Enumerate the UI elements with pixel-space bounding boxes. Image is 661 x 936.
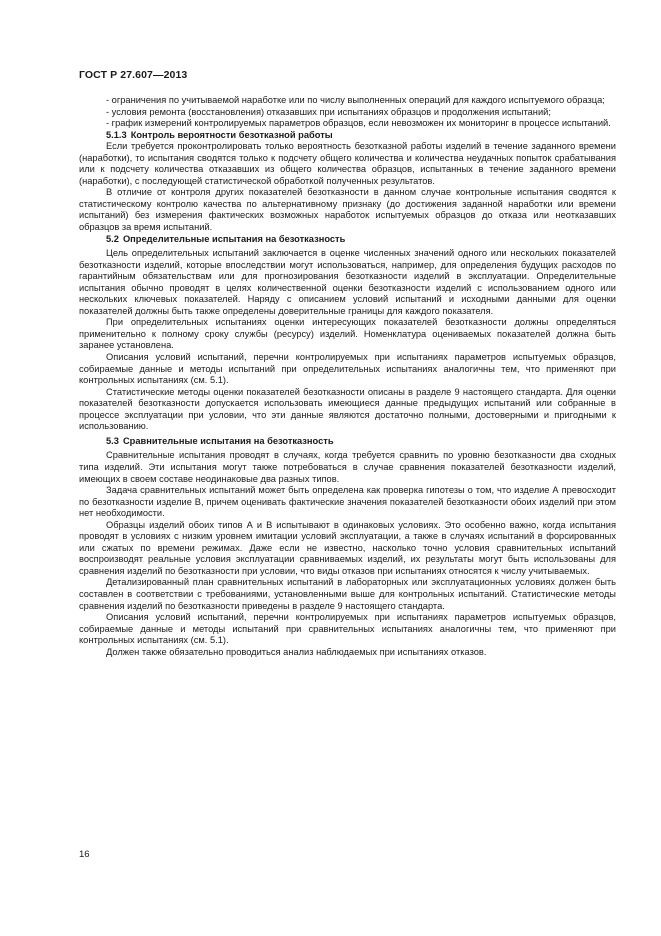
page-number: 16 <box>79 849 90 860</box>
paragraph: Описания условий испытаний, перечни контролируемых при испытаниях параметров испытуемых образцов, собираемые данные и методы испытаний при сравнительных испытаниях аналогичны тем, что применяют при контрольных испытаниях (см. 5.1). <box>79 612 616 646</box>
paragraph: Задача сравнительных испытаний может быть определена как проверка гипотезы о том, что изделие А превосходит по безотказности изделие В, причем оценивать фактические значения показателей безотказности обоих изделий при этом нет необходимости. <box>79 485 616 519</box>
section-number: 5.1.3 <box>106 129 127 140</box>
document-body <box>79 95 616 658</box>
paragraph: Образцы изделий обоих типов А и В испытывают в одинаковых условиях. Это особенно важно, когда испытания проводят в условиях с низким уровнем имитации условий эксплуатации, а также в случаях испытаний в форсированных или сжатых по времени режимах. Даже если не известно, насколько точно условия сравнительных испытаний воспроизводят реальные условия эксплуатации сравниваемых изделий, их результаты могут быть использованы для сравнения изделий по безотказности при условии, что виды отказов при испытаниях относятся к числу учитываемых. <box>79 519 616 576</box>
section-number: 5.3 <box>106 435 119 446</box>
section-heading-5-2 <box>79 234 616 246</box>
paragraph: Детализированный план сравнительных испытаний в лабораторных или эксплуатационных условиях должен быть составлен в соответствии с требованиями, установленными выше для контрольных испытаний. Статистические методы сравнения изделий по безотказности приведены в разделе 9 настоящего стандарта. <box>79 577 616 611</box>
paragraph: В отличие от контроля других показателей безотказности в данном случае контрольные испытания сводятся к статистическому контролю качества по альтернативному признаку (до достижения заданной наработки или времени испытаний) без измерения фактических возможных наработок испытуемых образцов до отказа или неотказавших образцов за время испытаний. <box>79 187 616 233</box>
section-title: Сравнительные испытания на безотказность <box>122 435 334 446</box>
paragraph: При определительных испытаниях оценки интересующих показателей безотказности должны определяться применительно к полному сроку службы (ресурсу) изделий. Номенклатура оцениваемых показателей должна быть заранее установлена. <box>79 317 616 351</box>
list-item: - ограничения по учитываемой наработке или по числу выполненных операций для каждого испытуемого образца; <box>106 95 605 105</box>
paragraph: Описания условий испытаний, перечни контролируемых при испытаниях параметров испытуемых образцов, собираемые данные и методы испытаний при определительных испытаниях аналогичны тем, что применяют при контрольных испытаниях (см. 5.1). <box>79 352 616 386</box>
paragraph: Цель определительных испытаний заключается в оценке численных значений одного или нескольких показателей безотказности изделий, которые впоследствии могут использоваться, например, для определения будущих расходов по гарантийным обязательствам или для прогнозирования безотказности изделий в эксплуатации. Определительные испытания обычно проводят в целях количественной оценки безотказности изделий с использованием одного или нескольких ключевых показателей. Наряду с описанием условий испытаний и исходными данными для оценки показателей должны быть также определены доверительные границы для каждого показателя. <box>79 248 616 316</box>
list-item: - график измерений контролируемых параметров образцов, если невозможен их мониторинг в процессе испытаний. <box>106 118 611 129</box>
section-number: 5.2 <box>106 233 119 244</box>
section-title: Контроль вероятности безотказной работы <box>130 129 333 140</box>
paragraph: Сравнительные испытания проводят в случаях, когда требуется сравнить по уровню безотказности два сходных типа изделий. Эти испытания могут также потребоваться в случае сравнения показателей безотказности изделий, имеющих в своем составе неодинаковые два разных типов. <box>79 450 616 484</box>
standard-designation: ГОСТ Р 27.607—2013 <box>79 69 188 81</box>
section-heading-5-1-3 <box>79 130 616 142</box>
paragraph: Статистические методы оценки показателей безотказности описаны в разделе 9 настоящего стандарта. Для оценки показателей безотказности допускается использовать имеющиеся данные предыдущих испытаний или собранные в процессе эксплуатации при условии, что эти данные являются достаточно полными, достоверными и пригодными к использованию. <box>79 386 616 432</box>
paragraph: Если требуется проконтролировать только вероятность безотказной работы изделий в течение заданного времени (наработки), то испытания сводятся только к подсчету общего количества и количества неудачных попыток срабатывания или к подсчету количества отказавших из общего количества образцов, испытанных в течение заданного времени (наработки), с последующей статистической обработкой полученных результатов. <box>79 141 616 186</box>
section-title: Определительные испытания на безотказность <box>122 233 346 244</box>
section-heading-5-3 <box>79 436 616 448</box>
list-item: - условия ремонта (восстановления) отказавших при испытаниях образцов и продолжения испытаний; <box>106 106 551 117</box>
paragraph: Должен также обязательно проводиться анализ наблюдаемых при испытаниях отказов. <box>106 646 487 657</box>
